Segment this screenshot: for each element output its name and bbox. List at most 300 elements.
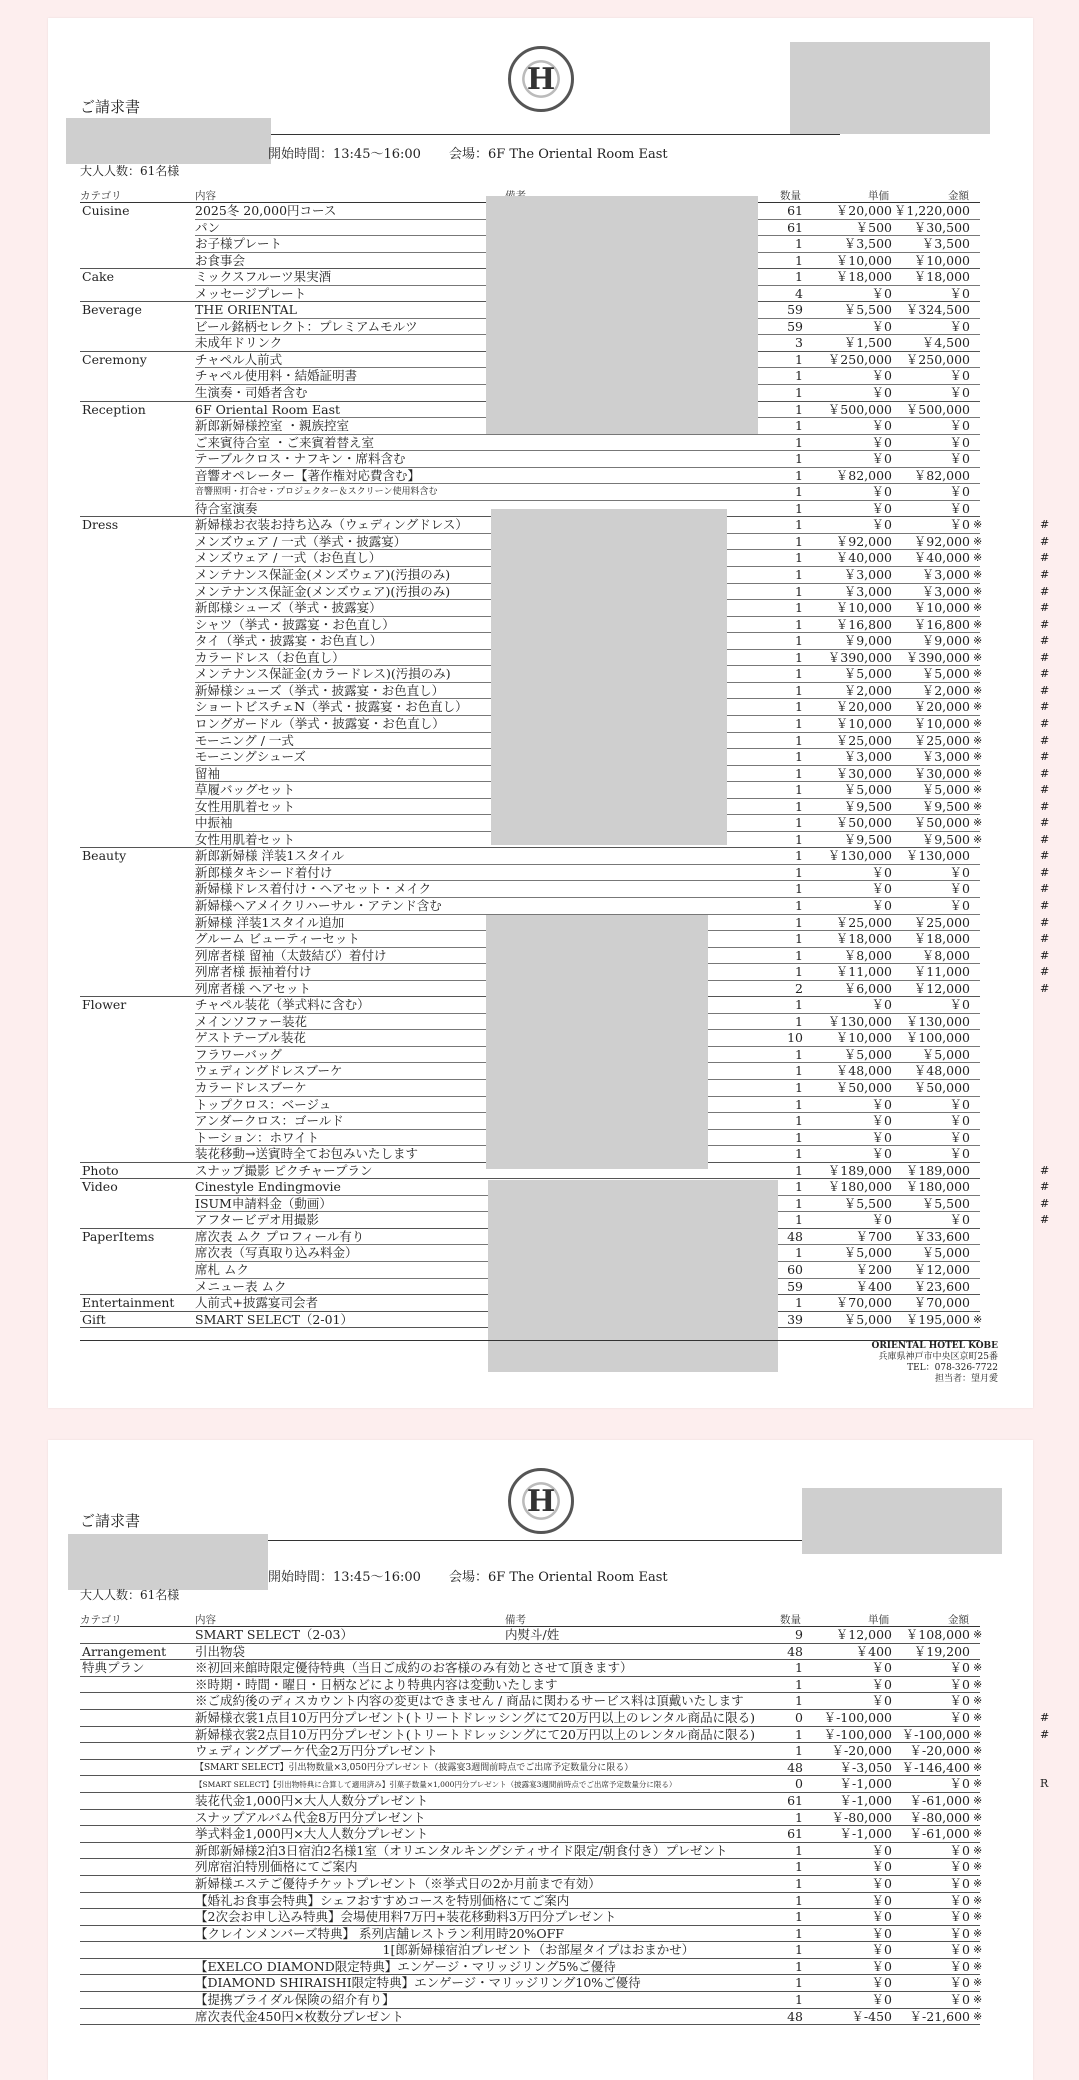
hotel-crest-logo: H [508,46,574,112]
row-category: Photo [82,1162,119,1178]
row-amount: ￥20,000 [913,699,970,715]
row-mark: ※ [973,617,983,631]
row-mark-secondary: # [1040,617,1050,631]
row-item: 新郎新婦様2泊3日宿泊2名様1室（オリエンタルキングシティサイド限定/朝食付き）プレゼント [195,1842,728,1858]
row-mark-secondary: # [1040,799,1050,813]
row-item: ウェディングブーケ代金2万円分プレゼント [195,1743,438,1759]
row-item: 席札 ムク [195,1262,249,1277]
row-item: テーブルクロス・ナフキン・席料含む [195,451,406,467]
row-unit-price: ￥18,000 [835,931,892,947]
row-unit-price: ￥3,500 [843,236,892,252]
row-unit-price: ￥8,000 [843,947,892,963]
row-amount: ￥0 [949,368,970,384]
row-mark: ※ [973,783,983,797]
row-amount: ￥50,000 [913,815,970,831]
row-qty: 48 [787,1759,803,1775]
row-mark: ※ [973,518,983,532]
row-unit-price: ￥16,800 [835,616,892,632]
row-unit-price: ￥0 [871,285,892,301]
row-mark: ※ [973,1860,983,1874]
row-mark-secondary: # [1040,981,1050,995]
header-unit: 単価 [868,1614,889,1626]
invoice-page-2 [48,1440,1050,2080]
row-unit-price: ￥400 [855,1278,892,1294]
row-amount: ￥0 [949,1146,970,1162]
table-row [80,864,1050,882]
row-amount: ￥130,000 [905,1013,970,1029]
header-category: カテゴリ [80,190,122,202]
redacted-block [486,196,758,434]
table-row [80,435,980,452]
row-qty: 1 [795,1809,803,1825]
row-unit-price: ￥0 [871,1992,892,2008]
row-amount: ￥18,000 [913,931,970,947]
hotel-footer [871,1341,998,1385]
row-mark-secondary: # [1040,650,1050,664]
row-amount: ￥0 [949,285,970,301]
row-amount: ￥180,000 [905,1179,970,1195]
row-qty: 1 [795,1842,803,1858]
row-amount: ￥1,220,000 [893,203,970,218]
table-row [80,1909,983,1926]
row-mark-secondary: # [1040,832,1050,846]
table-header [80,1612,980,1624]
row-amount: ￥3,000 [921,567,970,583]
row-item: 中振袖 [195,815,233,831]
row-unit-price: ￥3,000 [843,749,892,765]
row-qty: 1 [795,1875,803,1891]
row-qty: 48 [787,2008,803,2024]
row-category: Video [82,1179,118,1195]
row-item: 草履バッグセット [195,782,296,798]
row-qty: 1 [795,418,803,434]
row-qty: 59 [787,318,803,334]
row-qty: 1 [795,1179,803,1195]
row-item: タイ（挙式・披露宴・お色直し） [195,633,383,649]
row-amount: ￥0 [949,1676,970,1692]
row-category: PaperItems [82,1228,155,1244]
row-category: Arrangement [82,1643,167,1659]
row-item: 【提携ブライダル保険の紹介有り】 [195,1992,395,2008]
row-qty: 1 [795,831,803,847]
row-unit-price: ￥0 [871,1660,892,1676]
row-qty: 1 [795,401,803,417]
row-amount: ￥5,000 [921,782,970,798]
row-mark: ※ [973,650,983,664]
row-amount: ￥0 [949,1942,970,1958]
row-unit-price: ￥25,000 [835,914,892,930]
row-qty: 0 [795,1709,803,1725]
row-unit-price: ￥50,000 [835,1079,892,1095]
row-item: 列席者様 ヘアセット [195,980,311,996]
row-item: ゲストテーブル装花 [195,1030,306,1046]
row-category: Ceremony [82,351,147,367]
row-unit-price: ￥400 [855,1643,892,1659]
row-amount: ￥0 [949,517,970,533]
row-item: 女性用肌着セット [195,798,296,814]
row-unit-price: ￥390,000 [827,649,892,665]
row-unit-price: ￥0 [871,1676,892,1692]
redacted-block [68,1534,268,1590]
row-unit-price: ￥2,000 [843,682,892,698]
row-qty: 10 [787,1030,803,1046]
row-mark: ※ [973,1910,983,1924]
row-qty: 1 [795,1975,803,1991]
hotel-address: 兵庫県神戸市中央区京町25番 [878,1352,998,1362]
row-mark: ※ [973,601,983,615]
row-qty: 1 [795,351,803,367]
row-mark-secondary: # [1040,1196,1050,1210]
row-unit-price: ￥12,000 [835,1627,892,1642]
row-unit-price: ￥0 [871,864,892,880]
row-qty: 1 [795,1743,803,1759]
row-unit-price: ￥82,000 [835,467,892,483]
row-mark: ※ [973,551,983,565]
row-mark-secondary: # [1040,1180,1050,1194]
row-item: 列席者様 振袖着付け [195,964,312,980]
row-mark: ※ [973,1312,983,1326]
row-mark-secondary: # [1040,568,1050,582]
table-row [80,2008,983,2026]
row-unit-price: ￥10,000 [835,252,892,268]
row-unit-price: ￥0 [871,1146,892,1162]
row-unit-price: ￥40,000 [835,550,892,566]
row-qty: 1 [795,550,803,566]
row-amount: ￥0 [949,1975,970,1991]
row-amount: ￥9,500 [921,798,970,814]
row-amount: ￥70,000 [913,1295,970,1311]
document-title: ご請求書 [80,98,141,116]
row-amount: ￥33,600 [913,1228,970,1244]
table-row [80,1809,983,1827]
row-amount: ￥0 [949,500,970,516]
redacted-block [790,42,990,134]
row-unit-price: ￥-80,000 [831,1809,892,1825]
row-amount: ￥30,000 [913,765,970,781]
row-category: 特典プラン [82,1660,145,1676]
row-item: SMART SELECT（2-01） [195,1311,353,1327]
staff-name: 担当者：望月愛 [934,1374,998,1384]
row-amount: ￥-100,000 [901,1726,970,1742]
row-unit-price: ￥10,000 [835,715,892,731]
row-item: グルーム ビューティーセット [195,931,360,947]
row-mark-secondary: # [1040,1163,1050,1177]
table-row [80,897,1050,915]
row-item: カラードレスブーケ [195,1079,307,1095]
row-amount: ￥25,000 [913,732,970,748]
row-qty: 1 [795,1295,803,1311]
row-item: 挙式料金1,000円×大人人数分プレゼント [195,1826,429,1842]
row-qty: 1 [795,997,803,1013]
row-amount: ￥-80,000 [909,1809,970,1825]
row-amount: ￥0 [949,1129,970,1145]
table-row [80,1693,983,1710]
row-item: 列席者様 留袖（太鼓結び）着付け [195,947,387,963]
row-mark: ※ [973,1993,983,2007]
table-row [80,848,1050,865]
row-unit-price: ￥5,000 [843,1311,892,1327]
row-qty: 1 [795,1046,803,1062]
row-item: ご来賓待合室 ・ご来賓着替え室 [195,434,374,450]
header-unit: 単価 [868,190,889,202]
row-amount: ￥5,000 [921,666,970,682]
table-row [80,468,980,485]
row-item: 新郎様シューズ（挙式・披露宴） [195,600,382,616]
row-mark-secondary: # [1040,849,1050,863]
row-item: ミックスフルーツ果実酒 [195,269,332,285]
row-amount: ￥5,000 [921,1046,970,1062]
row-amount: ￥0 [949,1709,970,1725]
row-qty: 1 [795,1992,803,2008]
row-unit-price: ￥92,000 [835,533,892,549]
row-qty: 1 [795,1013,803,1029]
row-unit-price: ￥130,000 [827,848,892,864]
row-item: 【2次会お申し込み特典】会場使用料7万円+装花移動料3万円分プレゼント [195,1909,617,1925]
row-qty: 1 [795,385,803,401]
row-amount: ￥195,000 [905,1311,970,1327]
row-mark-secondary: # [1040,1213,1050,1227]
row-item: アンダークロス：ゴールド [195,1113,344,1129]
row-item: メンテナンス保証金(カラードレス)(汚損のみ) [195,666,451,682]
row-unit-price: ￥30,000 [835,765,892,781]
row-qty: 1 [795,451,803,467]
row-unit-price: ￥0 [871,385,892,401]
row-amount: ￥10,000 [913,715,970,731]
row-mark: ※ [973,1926,983,1940]
row-amount: ￥130,000 [905,848,970,864]
row-item: 新郎様タキシード着付け [195,864,333,880]
row-qty: 1 [795,633,803,649]
row-item: お子様プレート [195,236,283,252]
row-qty: 1 [795,699,803,715]
row-qty: 1 [795,517,803,533]
row-qty: 1 [795,269,803,285]
row-item: 生演奏・司婚者含む [195,385,308,401]
row-qty: 1 [795,1726,803,1742]
row-qty: 1 [795,1146,803,1162]
row-amount: ￥23,600 [913,1278,970,1294]
row-item: 人前式+披露宴司会者 [195,1295,318,1311]
row-unit-price: ￥9,500 [843,831,892,847]
row-category: Cuisine [82,203,130,218]
row-unit-price: ￥20,000 [835,203,892,218]
redacted-block [491,509,727,845]
row-unit-price: ￥-1,000 [839,1776,892,1792]
row-unit-price: ￥700 [855,1228,892,1244]
row-amount: ￥3,500 [921,236,970,252]
row-category: Flower [82,997,127,1013]
row-amount: ￥10,000 [913,600,970,616]
row-unit-price: ￥250,000 [827,351,892,367]
row-mark: ※ [973,750,983,764]
row-mark-secondary: # [1040,816,1050,830]
row-item: 新婦様 洋装1スタイル追加 [195,914,345,930]
hotel-crest-logo: H [508,1468,574,1534]
row-item: ショートビスチェN（挙式・披露宴・お色直し） [195,699,468,715]
header-note: 備考 [505,1614,526,1626]
row-unit-price: ￥500 [855,219,892,235]
invoice-page-1 [48,18,1050,1408]
row-amount: ￥324,500 [905,302,970,318]
row-unit-price: ￥0 [871,1909,892,1925]
row-mark: ※ [973,1777,983,1791]
row-mark: ※ [973,1694,983,1708]
row-qty: 1 [795,1129,803,1145]
row-mark: ※ [973,1744,983,1758]
row-mark-secondary: # [1040,783,1050,797]
row-mark-secondary: # [1040,1727,1050,1741]
row-unit-price: ￥0 [871,897,892,913]
row-category: Entertainment [82,1295,175,1311]
row-mark: ※ [973,1760,983,1774]
row-item: ビール銘柄セレクト：プレミアムモルツ [195,318,418,334]
row-qty: 1 [795,1063,803,1079]
row-amount: ￥390,000 [905,649,970,665]
row-qty: 61 [787,1792,803,1808]
row-mark: ※ [973,2009,983,2023]
row-mark: ※ [973,1793,983,1807]
row-unit-price: ￥0 [871,1942,892,1958]
table-bottom-rule [80,1340,980,1341]
row-amount: ￥48,000 [913,1063,970,1079]
row-qty: 1 [795,1245,803,1261]
row-item: 6F Oriental Room East [195,401,341,417]
row-unit-price: ￥18,000 [835,269,892,285]
row-mark: ※ [973,667,983,681]
row-item: 留袖 [195,765,221,781]
row-unit-price: ￥9,000 [843,633,892,649]
row-amount: ￥3,000 [921,583,970,599]
row-qty: 59 [787,1278,803,1294]
row-amount: ￥-146,400 [901,1759,970,1775]
row-qty: 48 [787,1228,803,1244]
row-item: フラワーバッグ [195,1046,282,1062]
row-item: ※ご成約後のディスカウント内容の変更はできません / 商品に関わるサービス料は頂戴いたします [195,1693,744,1709]
row-mark-secondary: # [1040,534,1050,548]
row-amount: ￥4,500 [921,335,970,351]
row-qty: 1 [795,864,803,880]
row-item: 【DIAMOND SHIRAISHI限定特典】エンゲージ・マリッジリング10%ご優待 [195,1975,641,1991]
row-unit-price: ￥5,000 [843,1245,892,1261]
row-qty: 1 [795,732,803,748]
table-row [80,1992,983,2009]
row-amount: ￥189,000 [905,1162,970,1178]
row-item: 【SMART SELECT】【引出物特典に合算して適用済み】引菓子数量×1,000円分プレゼント（披露宴3週間前時点でご出席予定数量分に限る） [195,1780,677,1790]
row-item: 列席宿泊特別価格にてご案内 [195,1859,358,1875]
row-item: ISUM申請料金（動画） [195,1195,332,1211]
row-amount: ￥-61,000 [909,1826,970,1842]
row-amount: ￥0 [949,1958,970,1974]
row-item: スナップ撮影 ピクチャープラン [195,1162,373,1178]
row-unit-price: ￥-1,000 [839,1826,892,1842]
redacted-block [802,1488,1002,1554]
row-amount: ￥92,000 [913,533,970,549]
row-qty: 1 [795,1693,803,1709]
row-amount: ￥250,000 [905,351,970,367]
row-mark: ※ [973,1943,983,1957]
row-unit-price: ￥0 [871,1859,892,1875]
row-mark-secondary: # [1040,518,1050,532]
row-amount: ￥0 [949,418,970,434]
row-mark: ※ [973,1710,983,1724]
row-item: Cinestyle Endingmovie [195,1179,341,1195]
table-row [80,1743,983,1760]
row-item: 2025冬 20,000円コース [195,203,337,218]
row-unit-price: ￥200 [855,1262,892,1277]
row-qty: 1 [795,1096,803,1112]
row-item: チャペル使用料・結婚証明書 [195,368,358,384]
row-mark-secondary: # [1040,683,1050,697]
row-mark: ※ [973,1810,983,1824]
table-row [80,1975,983,1992]
row-item: 未成年ドリンク [195,335,283,351]
row-item: 新婦様衣裳1点目10万円分プレゼント(トリートドレッシングにて20万円以上のレンタル商品に限る) [195,1709,756,1725]
row-unit-price: ￥48,000 [835,1063,892,1079]
table-row [80,1627,983,1644]
row-qty: 1 [795,368,803,384]
row-unit-price: ￥5,500 [843,302,892,318]
row-unit-price: ￥10,000 [835,600,892,616]
row-unit-price: ￥5,000 [843,782,892,798]
row-mark-secondary: # [1040,716,1050,730]
table-row [80,1958,983,1976]
row-mark-secondary: # [1040,865,1050,879]
table-row [80,1859,983,1876]
table-row [80,1660,983,1677]
header-amount: 金額 [948,1614,969,1626]
row-qty: 2 [795,980,803,996]
table-row [80,1925,983,1943]
row-qty: 1 [795,682,803,698]
row-qty: 1 [795,964,803,980]
row-item: 【SMART SELECT】引出物数量×3,050円分プレゼント（披露宴3週間前時点でご出席予定数量分に限る） [195,1762,634,1773]
row-mark: ※ [973,1727,983,1741]
row-unit-price: ￥10,000 [835,1030,892,1046]
row-unit-price: ￥0 [871,484,892,500]
row-item: 新郎新婦様 洋装1スタイル [195,848,345,864]
venue: 会場：6F The Oriental Room East [448,147,668,162]
row-amount: ￥9,000 [921,633,970,649]
row-qty: 1 [795,649,803,665]
row-amount: ￥0 [949,881,970,897]
row-qty: 1 [795,600,803,616]
row-mark: ※ [973,799,983,813]
document-title: ご請求書 [80,1512,141,1530]
row-item: 席次表（写真取り込み料金） [195,1245,358,1261]
event-meta [268,143,668,162]
row-item: ※初回来館時限定優待特典（当日ご成約のお客様のみ有効とさせて頂きます） [195,1660,633,1676]
row-item: 音響照明・打合せ・プロジェクター＆スクリーン使用料含む [195,487,438,498]
table-row [80,1709,1050,1727]
row-mark: ※ [973,1661,983,1675]
row-amount: ￥-20,000 [909,1743,970,1759]
row-item: スナップアルバム代金8万円分プレゼント [195,1809,426,1825]
row-unit-price: ￥180,000 [827,1179,892,1195]
hotel-tel: TEL：078-326-7722 [907,1363,998,1373]
row-qty: 48 [787,1643,803,1659]
header-item: 内容 [195,190,216,202]
table-row [80,1826,983,1843]
row-qty: 1 [795,1909,803,1925]
row-item: カラードレス（お色直し） [195,649,345,665]
header-qty: 数量 [780,190,801,202]
row-qty: 1 [795,765,803,781]
row-unit-price: ￥0 [871,451,892,467]
row-amount: ￥-61,000 [909,1792,970,1808]
row-unit-price: ￥0 [871,500,892,516]
row-unit-price: ￥0 [871,881,892,897]
row-mark-secondary: # [1040,700,1050,714]
